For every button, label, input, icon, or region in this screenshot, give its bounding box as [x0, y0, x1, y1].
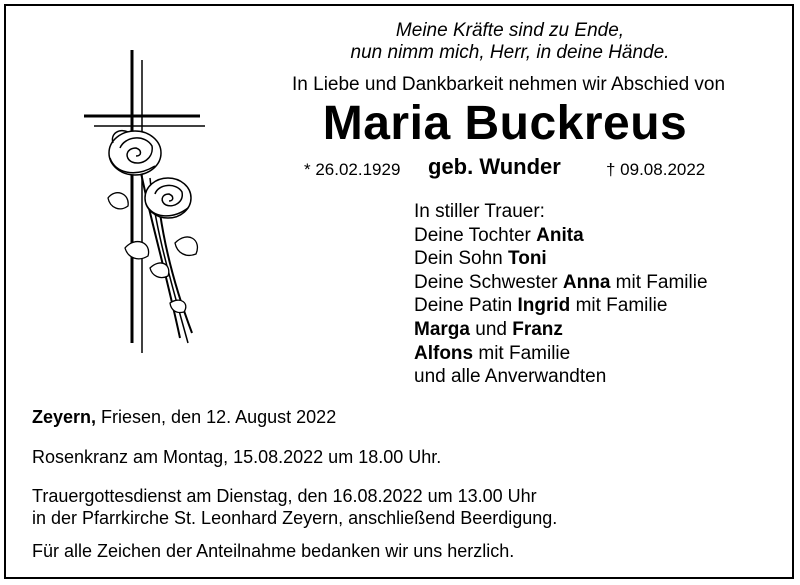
mourners-list — [414, 200, 708, 389]
mourner-line: Deine Patin Ingrid mit Familie — [414, 295, 668, 317]
deceased-name: Maria Buckreus — [322, 97, 688, 150]
service-info-line-2: in der Pfarrkirche St. Leonhard Zeyern, anschließend Beerdigung. — [32, 508, 558, 528]
mourner-line: Marga und Franz — [414, 318, 563, 340]
motto-line-2: nun nimm mich, Herr, in deine Hände. — [350, 42, 670, 63]
cross-with-roses-icon — [80, 48, 210, 358]
death-date: † 09.08.2022 — [606, 160, 706, 179]
place-date: Zeyern, Friesen, den 12. August 2022 — [32, 407, 337, 427]
thanks-text: Für alle Zeichen der Anteilnahme bedanken wir uns herzlich. — [32, 541, 515, 561]
mourner-line: Deine Tochter Anita — [414, 224, 584, 246]
intro-text: In Liebe und Dankbarkeit nehmen wir Abschied von — [292, 74, 726, 95]
maiden-name: geb. Wunder — [428, 154, 561, 179]
rosary-info: Rosenkranz am Montag, 15.08.2022 um 18.00 Uhr. — [32, 447, 442, 467]
mourner-line: In stiller Trauer: — [414, 201, 545, 222]
service-info-line-1: Trauergottesdienst am Dienstag, den 16.08.2022 um 13.00 Uhr — [32, 486, 537, 506]
motto-line-1: Meine Kräfte sind zu Ende, — [395, 20, 625, 41]
mourner-line: Alfons mit Familie — [414, 342, 571, 364]
birth-date: * 26.02.1929 — [304, 160, 401, 179]
mourner-line: und alle Anverwandten — [414, 366, 607, 388]
mourner-line: Dein Sohn Toni — [414, 248, 547, 270]
mourner-line: Deine Schwester Anna mit Familie — [414, 271, 708, 293]
